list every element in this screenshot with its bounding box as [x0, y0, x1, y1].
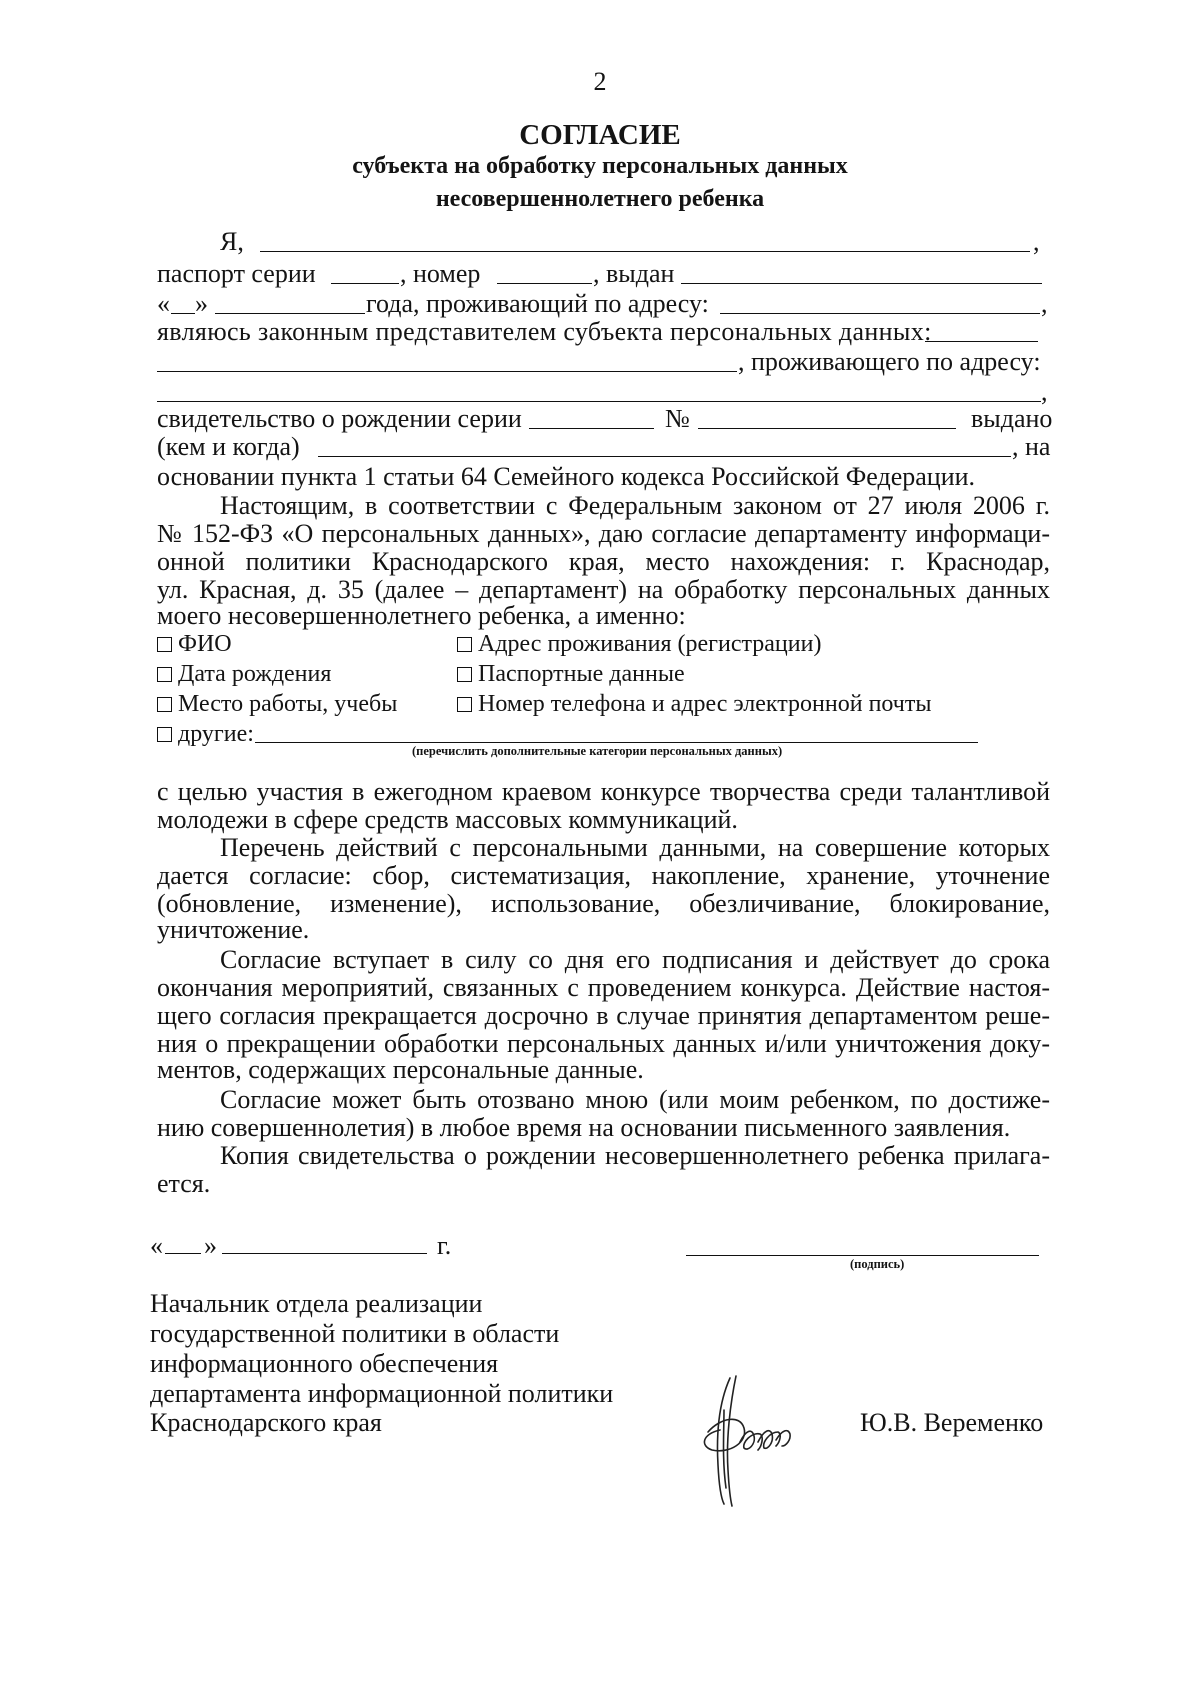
- position-line-1: Начальник отдела реализации: [150, 1289, 483, 1318]
- child-name-field-a[interactable]: [925, 341, 1038, 342]
- issue-day-field[interactable]: [171, 313, 195, 314]
- date-year-suffix: г.: [437, 1231, 452, 1260]
- label-ya: Я,: [220, 227, 244, 256]
- label-birth-cert-series: свидетельство о рождении серии: [157, 404, 522, 433]
- attachment-paragraph-line-2: ется.: [157, 1169, 211, 1198]
- actions-paragraph-line-2: дается согласие: сбор, систематизация, накопление, хранение, уточнение: [157, 861, 1050, 890]
- checkbox-other[interactable]: другие:: [157, 718, 254, 750]
- comma-3: ,: [1041, 377, 1048, 406]
- label-year-address: года, проживающий по адресу:: [366, 289, 709, 318]
- signature-caption: (подпись): [850, 1257, 905, 1271]
- label-no-sign: №: [665, 404, 690, 433]
- revocation-paragraph-line-1: Согласие может быть отозвано мною (или моим ребенком, по достиже-: [220, 1085, 1050, 1114]
- passport-number-field[interactable]: [497, 283, 592, 284]
- label-living-at: , проживающего по адресу:: [738, 347, 1041, 376]
- validity-paragraph-line-4: ния о прекращении обработки персональных данных и/или уничтожения доку-: [157, 1029, 1050, 1058]
- quote-open-1: «: [157, 289, 170, 318]
- checkbox-phone-email[interactable]: Номер телефона и адрес электронной почты: [457, 688, 932, 720]
- label-on: , на: [1012, 432, 1051, 461]
- label-representative: являюсь законным представителем субъекта персональных данных:: [157, 317, 932, 346]
- passport-issued-field[interactable]: [681, 283, 1042, 284]
- signature-field[interactable]: [686, 1255, 1039, 1256]
- checkbox-fio[interactable]: ФИО: [157, 628, 232, 660]
- page-number: 2: [593, 67, 607, 96]
- birth-cert-series-field[interactable]: [529, 428, 654, 429]
- label-issued: , выдан: [593, 259, 675, 288]
- document-subtitle-1: субъекта на обработку персональных данных: [352, 153, 848, 179]
- basis-text: основании пункта 1 статьи 64 Семейного кодекса Российской Федерации.: [157, 462, 976, 491]
- checkbox-work-place[interactable]: Место работы, учебы: [157, 688, 397, 720]
- consent-paragraph-line-3: онной политики Краснодарского края, место нахождения: г. Краснодар,: [157, 547, 1050, 576]
- attachment-paragraph-line-1: Копия свидетельства о рождении несовершеннолетнего ребенка прилага-: [220, 1141, 1050, 1170]
- revocation-paragraph-line-2: нию совершеннолетия) в любое время на основании письменного заявления.: [157, 1113, 1011, 1142]
- purpose-line-2: молодежи в сфере средств массовых коммуникаций.: [157, 805, 738, 834]
- checkbox-passport[interactable]: Паспортные данные: [457, 658, 685, 690]
- handwritten-signature: [690, 1370, 800, 1510]
- other-categories-field[interactable]: [255, 742, 978, 743]
- child-address-field[interactable]: [157, 401, 1041, 402]
- date-day-field[interactable]: [165, 1253, 201, 1254]
- label-number: , номер: [400, 259, 481, 288]
- issue-month-field[interactable]: [215, 313, 365, 314]
- position-line-3: информационного обеспечения: [150, 1349, 499, 1378]
- checkbox-address[interactable]: Адрес проживания (регистрации): [457, 628, 821, 660]
- document-title: СОГЛАСИЕ: [519, 119, 681, 151]
- signer-name: Ю.В. Веременко: [860, 1408, 1044, 1437]
- checkbox-square-icon: [457, 697, 472, 712]
- purpose-line-1: с целью участия в ежегодном краевом конкурсе творчества среди талантливой: [157, 777, 1050, 806]
- validity-paragraph-line-1: Согласие вступает в силу со дня его подписания и действует до срока: [220, 945, 1050, 974]
- checkbox-square-icon: [157, 697, 172, 712]
- actions-paragraph-line-3: (обновление, изменение), использование, обезличивание, блокирование,: [157, 889, 1050, 918]
- checkbox-birth-date[interactable]: Дата рождения: [157, 658, 331, 690]
- label-by-whom: (кем и когда): [157, 432, 300, 461]
- consent-paragraph-line-4: ул. Красная, д. 35 (далее – департамент) на обработку персональных данных: [157, 575, 1050, 604]
- quote-close-1: »: [195, 289, 208, 318]
- comma-2: ,: [1041, 289, 1048, 318]
- checkbox-square-icon: [457, 637, 472, 652]
- date-month-year-field[interactable]: [222, 1253, 427, 1254]
- child-name-field-b[interactable]: [157, 371, 737, 372]
- birth-cert-issuer-field[interactable]: [318, 456, 1011, 457]
- consent-paragraph-line-1: Настоящим, в соответствии с Федеральным законом от 27 июля 2006 г.: [220, 491, 1050, 520]
- actions-paragraph-line-1: Перечень действий с персональными данными, на совершение которых: [220, 833, 1050, 862]
- actions-paragraph-line-4: уничтожение.: [157, 915, 310, 944]
- validity-paragraph-line-2: окончания мероприятий, связанных с проведением конкурса. Действие настоя-: [157, 973, 1050, 1002]
- checkbox-square-icon: [457, 667, 472, 682]
- checkbox-square-icon: [157, 667, 172, 682]
- checkbox-square-icon: [157, 637, 172, 652]
- consent-paragraph-line-5: моего несовершеннолетнего ребенка, а именно:: [157, 601, 686, 630]
- fullname-field[interactable]: [260, 251, 1030, 252]
- document-subtitle-2: несовершеннолетнего ребенка: [435, 186, 765, 212]
- date-quote-close: »: [204, 1231, 217, 1260]
- validity-paragraph-line-3: щего согласия прекращается досрочно в случае принятия департаментом реше-: [157, 1001, 1050, 1030]
- birth-cert-number-field[interactable]: [698, 428, 956, 429]
- validity-paragraph-line-5: ментов, содержащих персональные данные.: [157, 1055, 644, 1084]
- position-line-5: Краснодарского края: [150, 1408, 382, 1437]
- position-line-2: государственной политики в области: [150, 1319, 560, 1348]
- label-passport-series: паспорт серии: [157, 259, 316, 288]
- date-quote-open: «: [150, 1231, 163, 1260]
- other-categories-caption: (перечислить дополнительные категории персональных данных): [412, 744, 783, 758]
- consent-paragraph-line-2: № 152-ФЗ «О персональных данных», даю согласие департаменту информаци-: [157, 519, 1050, 548]
- address-field[interactable]: [720, 313, 1040, 314]
- comma-1: ,: [1033, 227, 1040, 256]
- checkbox-square-icon: [157, 727, 172, 742]
- label-issued-neut: выдано: [971, 404, 1053, 433]
- passport-series-field[interactable]: [331, 283, 399, 284]
- position-line-4: департамента информационной политики: [150, 1379, 614, 1408]
